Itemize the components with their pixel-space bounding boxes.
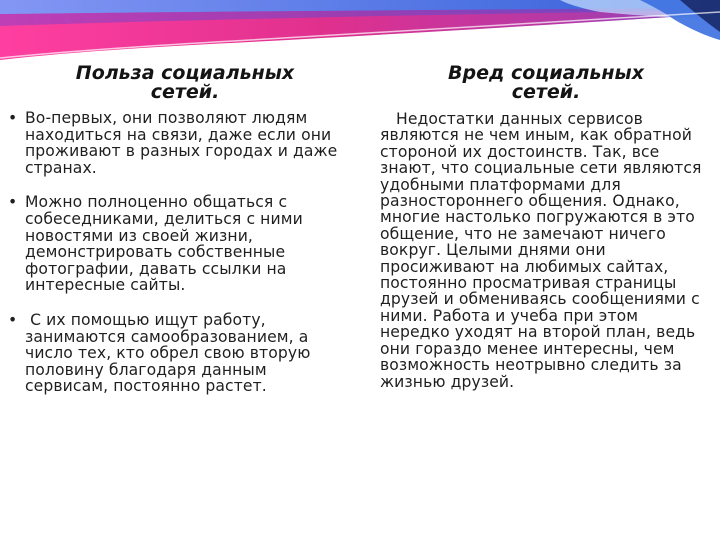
left-column-title (40, 64, 330, 102)
left-title-line: сетей. (150, 81, 220, 103)
list-item-text: Можно полноценно общаться с собеседниками, делиться с ними новостями из своей жизни, демонстрировать собственные фотографии, давать ссылки на интересные сайты. (25, 193, 303, 295)
harm-paragraph (380, 111, 710, 390)
right-title-line: сетей. (511, 81, 581, 103)
benefits-list (8, 110, 340, 413)
list-item-text: Во-первых, они позволяют людям находиться на связи, даже если они проживают в разных городах и даже странах. (25, 109, 338, 177)
right-title-line: Вред социальных (448, 62, 644, 84)
bullet-icon: • (8, 193, 18, 212)
bullet-icon: • (8, 310, 18, 329)
harm-paragraph-text: Недостатки данных сервисов являются не чем иным, как обратной стороной их достоинств. Так, все знают, что социальные сети являются удобными платформами для разностороннего общения. Однако, многие настолько погружаются в это общение, что не замечают ничего вокруг. Целыми днями они просиживают на любимых сайтах, постоянно просматривая страницы друзей и обмениваясь сообщениями с ними. Работа и учеба при этом нередко уходят на второй план, ведь они гораздо менее интересны, чем возможность неотрывно следить за жизнью друзей. (380, 110, 702, 391)
list-item (8, 110, 340, 176)
right-column-title (398, 64, 694, 102)
left-title-line: Польза социальных (75, 62, 295, 84)
decorative-wave-header (0, 0, 720, 70)
list-item (8, 312, 340, 395)
bullet-icon: • (8, 109, 18, 127)
list-item-text: С их помощью ищут работу, занимаются самообразованием, а число тех, кто обрел свою вторую половину благодаря данным сервисам, постоянно растет. (25, 310, 316, 396)
list-item (8, 194, 340, 294)
